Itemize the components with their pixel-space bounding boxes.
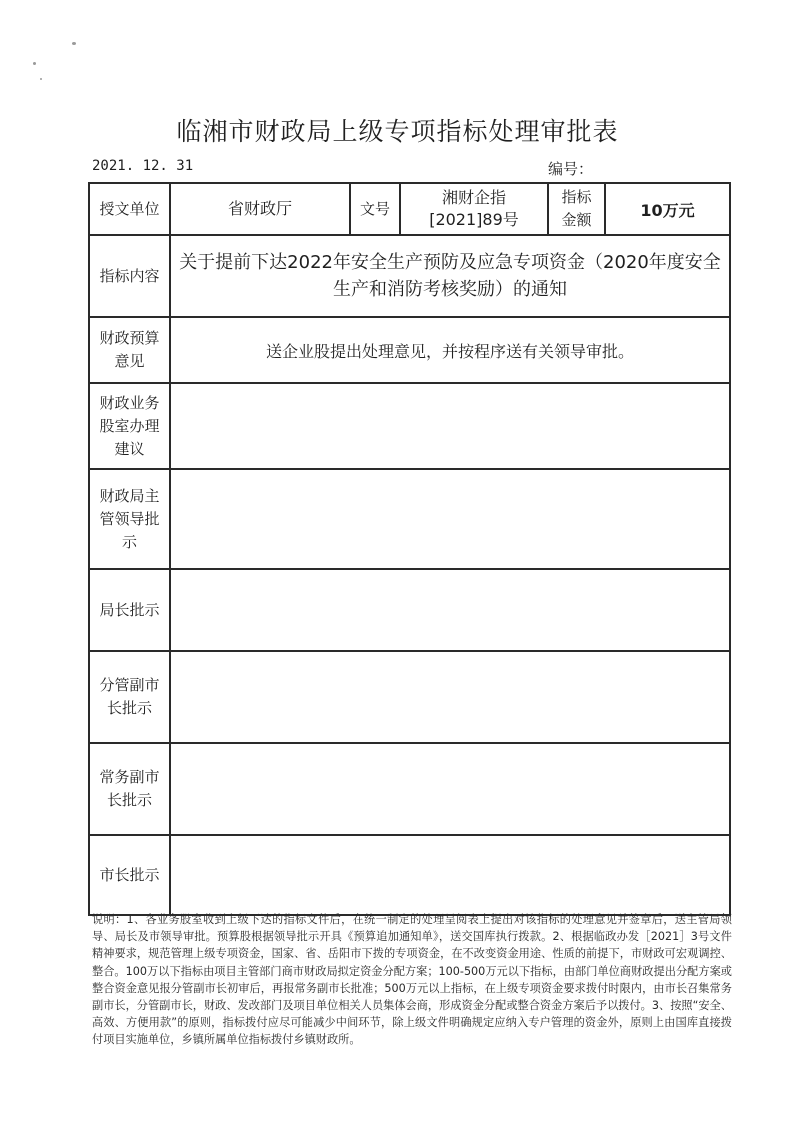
scan-speck bbox=[40, 78, 42, 80]
supervisor-row bbox=[89, 469, 730, 569]
dept-label-line: 股室办理 bbox=[99, 416, 160, 435]
amount-label-line: 金额 bbox=[561, 211, 592, 229]
exec-vice-mayor-instruction-field[interactable] bbox=[170, 743, 730, 835]
director-row bbox=[89, 569, 730, 651]
scan-speck bbox=[72, 42, 76, 45]
amount-label-line: 指标 bbox=[561, 188, 592, 206]
scan-speck bbox=[33, 62, 36, 65]
budget-label-line: 意见 bbox=[114, 352, 145, 370]
budget-row bbox=[89, 317, 730, 383]
doc-no-value bbox=[400, 183, 548, 235]
sender-value: 省财政厅 bbox=[170, 183, 350, 235]
vice-mayor-instruction-field[interactable] bbox=[170, 651, 730, 743]
notes-text: 说明：1、各业务股室收到上级下达的指标文件后，在统一制定的处理呈阅表上提出对该指标的处理意见并签章后，送主管局领导、局长及市领导审批。预算股根据领导批示开具《预算追加通知单》，送交国库执行拨款。2、根据临政办发［2021］3号文件精神要求，规范管理上级专项资金，国家、省、岳阳市下拨的专项资金，在不改变资金用途、性质的前提下，市财政可宏观调控、整合。100万以下指标由项目主管部门商市财政局拟定资金分配方案；100-500万元以下指标，由部门单位商财政提出分配方案或整合资金意见报分管副市长初审后，再报常务副市长批准；500万元以上指标，在上级专项资金要求拨付时限内，由市长召集常务副市长，分管副市长，财政、发改部门及项目单位相关人员集体会商，形成资金分配或整合资金方案后予以拨付。3、按照“安全、高效、方便用款”的原则，指标拨付应尽可能减少中间环节，除上级文件明确规定应纳入专户管理的资金外，原则上由国库直接拨付项目实施单位，乡镇所属单位指标拨付乡镇财政所。 bbox=[92, 913, 732, 1047]
exec-vice-mayor-label-line: 常务副市 bbox=[99, 768, 160, 786]
amount-label bbox=[548, 183, 605, 235]
budget-label bbox=[89, 317, 170, 383]
doc-no-line: 湘财企指 bbox=[441, 188, 506, 207]
sender-row bbox=[89, 183, 730, 235]
exec-vice-mayor-label-line: 长批示 bbox=[106, 791, 152, 809]
vice-mayor-label-line: 长批示 bbox=[106, 699, 152, 717]
dept-label-line: 财政业务 bbox=[99, 393, 160, 412]
approval-table bbox=[88, 182, 731, 916]
budget-label-line: 财政预算 bbox=[99, 329, 160, 347]
form-date: 2021. 12. 31 bbox=[92, 158, 194, 174]
amount-value: 10万元 bbox=[605, 183, 730, 235]
sender-label: 授文单位 bbox=[89, 183, 170, 235]
mayor-row bbox=[89, 835, 730, 915]
dept-label-line: 建议 bbox=[114, 439, 145, 458]
content-label: 指标内容 bbox=[89, 235, 170, 317]
serial-number-label: 编号： bbox=[548, 160, 594, 178]
exec-vice-mayor-label bbox=[89, 743, 170, 835]
director-label: 局长批示 bbox=[89, 569, 170, 651]
doc-no-label: 文号 bbox=[350, 183, 400, 235]
exec-vice-mayor-row bbox=[89, 743, 730, 835]
dept-suggestion-field[interactable] bbox=[170, 383, 730, 469]
vice-mayor-row bbox=[89, 651, 730, 743]
vice-mayor-label-line: 分管副市 bbox=[99, 676, 160, 694]
mayor-label: 市长批示 bbox=[89, 835, 170, 915]
supervisor-label-line: 财政局主 bbox=[99, 486, 160, 505]
budget-opinion: 送企业股提出处理意见，并按程序送有关领导审批。 bbox=[170, 317, 730, 383]
supervisor-label-line: 管领导批 bbox=[99, 509, 160, 528]
supervisor-instruction-field[interactable] bbox=[170, 469, 730, 569]
content-value: 关于提前下达2022年安全生产预防及应急专项资金（2020年度安全生产和消防考核奖励）的通知 bbox=[170, 235, 730, 317]
mayor-instruction-field[interactable] bbox=[170, 835, 730, 915]
vice-mayor-label bbox=[89, 651, 170, 743]
form-title: 临湘市财政局上级专项指标处理审批表 bbox=[176, 117, 619, 146]
dept-row bbox=[89, 383, 730, 469]
doc-no-line: [2021]89号 bbox=[429, 210, 519, 229]
content-row bbox=[89, 235, 730, 317]
director-instruction-field[interactable] bbox=[170, 569, 730, 651]
supervisor-label-line: 示 bbox=[121, 532, 137, 551]
supervisor-label bbox=[89, 469, 170, 569]
dept-label bbox=[89, 383, 170, 469]
